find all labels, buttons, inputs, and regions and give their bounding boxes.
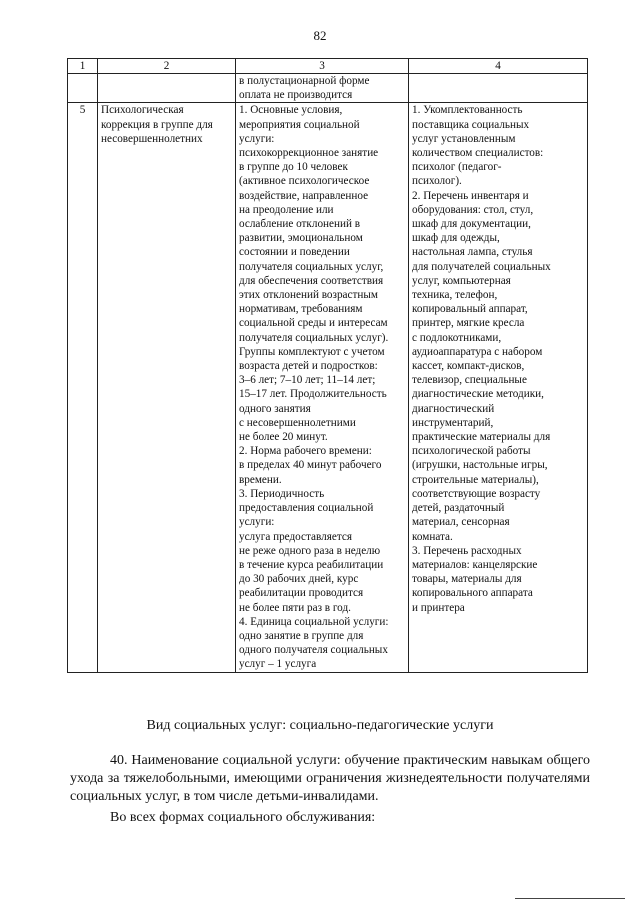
header-cell: 4 [409,59,588,74]
service-requirements-cell [409,74,588,103]
header-cell: 2 [98,59,236,74]
header-cell: 3 [236,59,409,74]
table-row [68,74,588,103]
service-conditions-cell: в полустационарной форме оплата не производится [236,74,409,103]
paragraph-service-40: 40. Наименование социальной услуги: обучение практическим навыкам общего ухода за тяжелобольными, имеющими ограничения жизнедеятельности получателями социальных услуг, в том числе детьми-инвалидами. [70,753,590,804]
service-name-cell: Психологическая коррекция в группе для несовершеннолетних [98,103,236,672]
header-cell: 1 [68,59,98,74]
row-number-cell: 5 [68,103,98,672]
paragraph-service-forms: Во всех формах социального обслуживания: [110,810,376,825]
section-heading: Вид социальных услуг: социально-педагогические услуги [146,718,494,733]
service-requirements-cell: 1. Укомплектованность поставщика социальных услуг установленным количеством специалистов: психолог (педагог- психолог). 2. Перечень инвентаря и оборудования: стол, стул, шкаф для документации, шкаф для одежды, настольная лампа, стулья для получателей социальных услуг, компьютерная техника, телефон, копировальный аппарат, принтер, мягкие кресла с подлокотниками, аудиоаппаратура с набором кассет, компакт-дисков, телевизор, специальные диагностические методики, диагностический инструментарий, практические материалы для психологической работы (игрушки, настольные игры, строительные материалы), соответствующие возрасту детей, раздаточный материал, сенсорная комната. 3. Перечень расходных материалов: канцелярские товары, материалы для копировального аппарата и принтера [409,103,588,672]
services-table [67,58,588,673]
table-row [68,103,588,672]
table-header-row [68,59,588,74]
page-number: 82 [313,28,327,43]
service-name-cell [98,74,236,103]
row-number-cell [68,74,98,103]
service-conditions-cell: 1. Основные условия, мероприятия социальной услуги: психокоррекционное занятие в группе до 10 человек (активное психологическое воздействие, направленное на преодоление или ослабление отклонений в развитии, эмоциональном состоянии и поведении получателя социальных услуг, для обеспечения соответствия этих отклонений возрастным нормативам, требованиям социальной среды и интересам получателя социальных услуг). Группы комплектуют с учетом возраста детей и подростков: 3–6 лет; 7–10 лет; 11–14 лет; 15–17 лет. Продолжительность одного занятия с несовершеннолетними не более 20 минут. 2. Норма рабочего времени: в пределах 40 минут рабочего времени. 3. Периодичность предоставления социальной услуги: услуга предоставляется не реже одного раза в неделю в течение курса реабилитации до 30 рабочих дней, курс реабилитации проводится не более пяти раз в год. 4. Единица социальной услуги: одно занятие в группе для одного получателя социальных услуг – 1 услуга [236,103,409,672]
bottom-rule [515,898,625,899]
